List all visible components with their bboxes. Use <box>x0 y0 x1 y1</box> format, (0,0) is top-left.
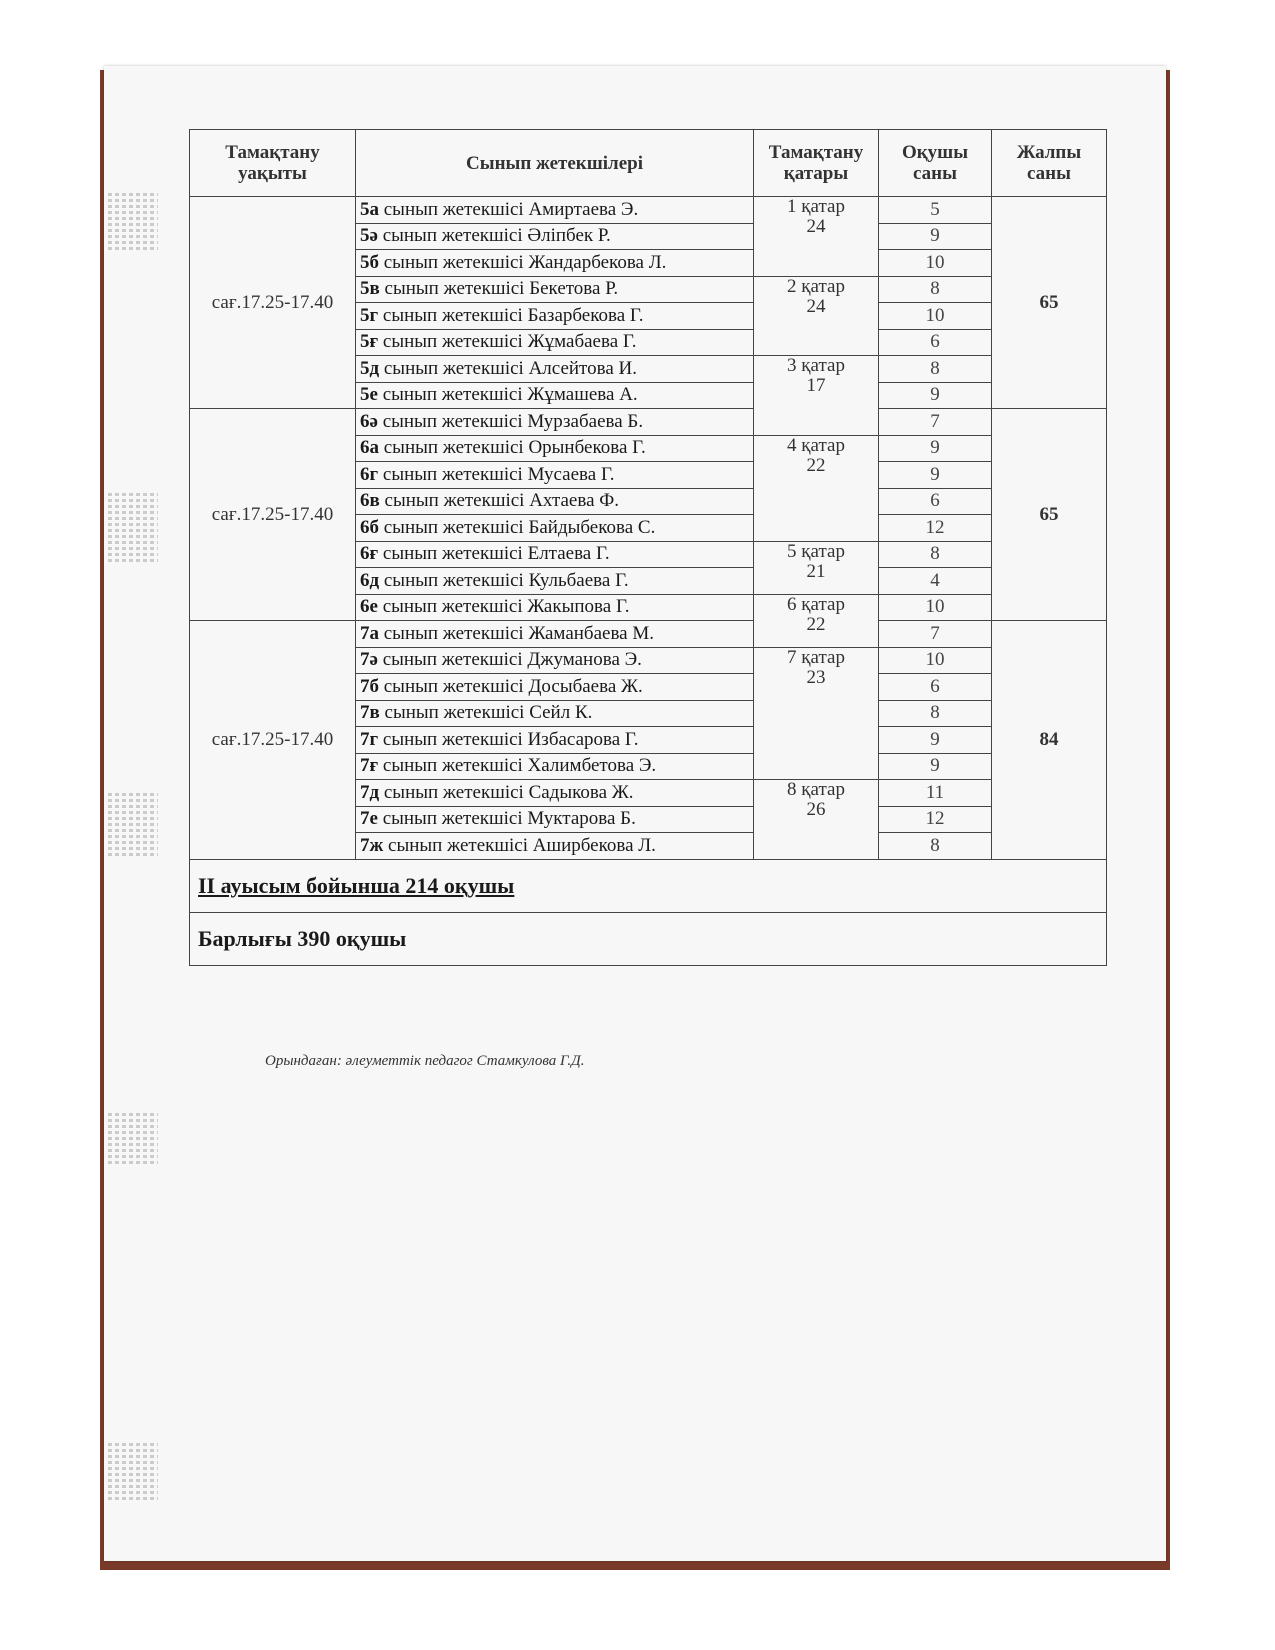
meal-row-label: 7 қатар <box>787 647 845 668</box>
class-code: 5ғ <box>360 331 379 353</box>
student-count-cell: 8 <box>879 356 992 383</box>
teacher-name: сынып жетекшісі Бекетова Р. <box>384 278 619 300</box>
scan-artifact <box>108 190 158 253</box>
teacher-name: сынып жетекшісі Орынбекова Г. <box>383 437 646 459</box>
table-row <box>190 197 1107 224</box>
teacher-cell <box>356 462 754 489</box>
class-code: 6д <box>360 569 380 591</box>
teacher-cell <box>356 409 754 436</box>
meal-row-label: 6 қатар <box>787 594 845 615</box>
teacher-name: сынып жетекшісі Елтаева Г. <box>382 543 610 565</box>
header-time: Тамақтану уақыты <box>190 130 356 197</box>
header-students: Оқушы саны <box>879 130 992 197</box>
class-code: 5б <box>360 251 379 273</box>
teacher-cell <box>356 700 754 727</box>
student-count-cell: 10 <box>879 250 992 277</box>
class-code: 6ә <box>360 410 378 432</box>
meal-row-number: 26 <box>806 799 826 820</box>
teacher-name: сынып жетекшісі Ахтаева Ф. <box>384 490 620 512</box>
student-count-cell: 12 <box>879 806 992 833</box>
student-count-cell: 9 <box>879 435 992 462</box>
meal-row-number: 24 <box>806 295 826 317</box>
teacher-name: сынып жетекшісі Базарбекова Г. <box>382 304 644 326</box>
class-code: 7б <box>360 675 379 697</box>
teacher-name: сынып жетекшісі Кульбаева Г. <box>383 569 629 591</box>
class-code: 7ж <box>360 834 384 856</box>
teacher-cell <box>356 833 754 860</box>
meal-row-cell <box>754 435 879 541</box>
class-code: 5г <box>360 304 379 326</box>
student-count-cell: 9 <box>879 223 992 250</box>
student-count-cell: 8 <box>879 276 992 303</box>
teacher-cell <box>356 621 754 648</box>
student-count-cell: 8 <box>879 833 992 860</box>
class-code: 6г <box>360 463 379 485</box>
student-count-cell: 10 <box>879 303 992 330</box>
teacher-name: сынып жетекшісі Избасарова Г. <box>382 728 639 750</box>
teacher-cell <box>356 223 754 250</box>
teacher-name: сынып жетекшісі Алсейтова И. <box>383 357 637 379</box>
teacher-cell <box>356 329 754 356</box>
group-total-cell: 84 <box>992 621 1107 860</box>
class-code: 6б <box>360 516 379 538</box>
class-code: 7ғ <box>360 755 379 777</box>
class-code: 6е <box>360 596 378 618</box>
header-total: Жалпы саны <box>992 130 1107 197</box>
scan-artifact <box>108 1440 158 1503</box>
student-count-cell: 6 <box>879 674 992 701</box>
teacher-cell <box>356 541 754 568</box>
meal-row-label: 3 қатар <box>787 355 845 376</box>
meal-row-number: 22 <box>806 454 826 476</box>
teacher-name: сынып жетекшісі Халимбетова Э. <box>382 755 657 777</box>
meal-time-cell: сағ.17.25-17.40 <box>190 197 356 409</box>
teacher-name: сынып жетекшісі Жұмашева А. <box>382 384 638 406</box>
meal-schedule-table <box>189 129 1107 966</box>
teacher-cell <box>356 806 754 833</box>
meal-row-number: 17 <box>806 375 826 396</box>
teacher-name: сынып жетекшісі Досыбаева Ж. <box>383 675 643 697</box>
summary-shift: II ауысым бойынша 214 оқушы <box>198 872 515 898</box>
teacher-name: сынып жетекшісі Садыкова Ж. <box>383 781 634 803</box>
teacher-cell <box>356 647 754 674</box>
meal-row-cell <box>754 594 879 647</box>
meal-row-cell <box>754 197 879 277</box>
teacher-name: сынып жетекшісі Мусаева Г. <box>382 463 615 485</box>
student-count-cell: 9 <box>879 382 992 409</box>
teacher-name: сынып жетекшісі Жандарбекова Л. <box>383 251 667 273</box>
meal-time-cell: сағ.17.25-17.40 <box>190 409 356 621</box>
class-code: 5д <box>360 357 380 379</box>
meal-row-cell <box>754 356 879 436</box>
teacher-name: сынып жетекшісі Мурзабаева Б. <box>382 410 644 432</box>
meal-row-cell <box>754 541 879 594</box>
meal-row-label: 5 қатар <box>787 541 845 562</box>
class-code: 7а <box>360 622 379 644</box>
class-code: 6в <box>360 490 380 512</box>
group-total-cell: 65 <box>992 409 1107 621</box>
teacher-cell <box>356 303 754 330</box>
student-count-cell: 6 <box>879 329 992 356</box>
meal-row-cell <box>754 780 879 860</box>
class-code: 5ә <box>360 225 378 247</box>
table-row <box>190 621 1107 648</box>
student-count-cell: 10 <box>879 647 992 674</box>
class-code: 7в <box>360 702 380 724</box>
meal-time-cell: сағ.17.25-17.40 <box>190 621 356 860</box>
meal-row-number: 22 <box>806 613 826 635</box>
class-code: 7ә <box>360 649 378 671</box>
class-code: 6а <box>360 437 379 459</box>
meal-row-cell <box>754 647 879 780</box>
header-row: Тамақтану қатары <box>754 130 879 197</box>
class-code: 5а <box>360 198 379 220</box>
table-header-row <box>190 130 1107 197</box>
meal-row-label: 2 қатар <box>787 276 845 297</box>
class-code: 7д <box>360 781 380 803</box>
signature-line: Орындаған: әлеуметтік педагог Стамкулова Г.Д. <box>265 1053 585 1069</box>
summary-total: Барлығы 390 оқушы <box>190 912 1107 965</box>
teacher-cell <box>356 488 754 515</box>
student-count-cell: 11 <box>879 780 992 807</box>
teacher-name: сынып жетекшісі Жұмабаева Г. <box>382 331 637 353</box>
student-count-cell: 12 <box>879 515 992 542</box>
teacher-cell <box>356 250 754 277</box>
scan-artifact <box>108 1110 158 1167</box>
teacher-cell <box>356 356 754 383</box>
meal-row-label: 8 қатар <box>787 779 845 800</box>
student-count-cell: 9 <box>879 727 992 754</box>
teacher-cell <box>356 435 754 462</box>
student-count-cell: 9 <box>879 753 992 780</box>
teacher-name: сынып жетекшісі Әліпбек Р. <box>382 225 611 247</box>
summary-total-row <box>190 912 1107 965</box>
header-teachers: Сынып жетекшілері <box>356 130 754 197</box>
class-code: 6ғ <box>360 543 379 565</box>
meal-row-number: 21 <box>806 560 826 582</box>
summary-shift-row <box>190 859 1107 912</box>
student-count-cell: 9 <box>879 462 992 489</box>
meal-row-number: 23 <box>806 666 826 688</box>
student-count-cell: 8 <box>879 541 992 568</box>
teacher-cell <box>356 594 754 621</box>
class-code: 5в <box>360 278 380 300</box>
teacher-cell <box>356 568 754 595</box>
student-count-cell: 5 <box>879 197 992 224</box>
teacher-name: сынып жетекшісі Жаманбаева М. <box>383 622 655 644</box>
class-code: 7е <box>360 808 378 830</box>
class-code: 7г <box>360 728 379 750</box>
teacher-name: сынып жетекшісі Джуманова Э. <box>382 649 642 671</box>
teacher-name: сынып жетекшісі Жакыпова Г. <box>382 596 630 618</box>
student-count-cell: 10 <box>879 594 992 621</box>
student-count-cell: 7 <box>879 621 992 648</box>
teacher-name: сынып жетекшісі Амиртаева Э. <box>383 198 639 220</box>
table-row <box>190 409 1107 436</box>
teacher-cell <box>356 674 754 701</box>
teacher-cell <box>356 276 754 303</box>
meal-row-cell <box>754 276 879 356</box>
teacher-cell <box>356 515 754 542</box>
teacher-cell <box>356 727 754 754</box>
student-count-cell: 6 <box>879 488 992 515</box>
teacher-name: сынып жетекшісі Байдыбекова С. <box>383 516 656 538</box>
group-total-cell: 65 <box>992 197 1107 409</box>
teacher-name: сынып жетекшісі Аширбекова Л. <box>388 834 656 856</box>
scan-artifact <box>108 790 158 859</box>
meal-row-label: 4 қатар <box>787 435 845 456</box>
student-count-cell: 8 <box>879 700 992 727</box>
student-count-cell: 7 <box>879 409 992 436</box>
student-count-cell: 4 <box>879 568 992 595</box>
teacher-cell <box>356 382 754 409</box>
meal-row-number: 24 <box>806 216 826 237</box>
meal-row-label: 1 қатар <box>787 196 845 217</box>
teacher-cell <box>356 780 754 807</box>
scan-artifact <box>108 490 158 565</box>
teacher-name: сынып жетекшісі Сейл К. <box>384 702 593 724</box>
class-code: 5е <box>360 384 378 406</box>
teacher-cell <box>356 197 754 224</box>
teacher-name: сынып жетекшісі Муктарова Б. <box>382 808 636 830</box>
teacher-cell <box>356 753 754 780</box>
